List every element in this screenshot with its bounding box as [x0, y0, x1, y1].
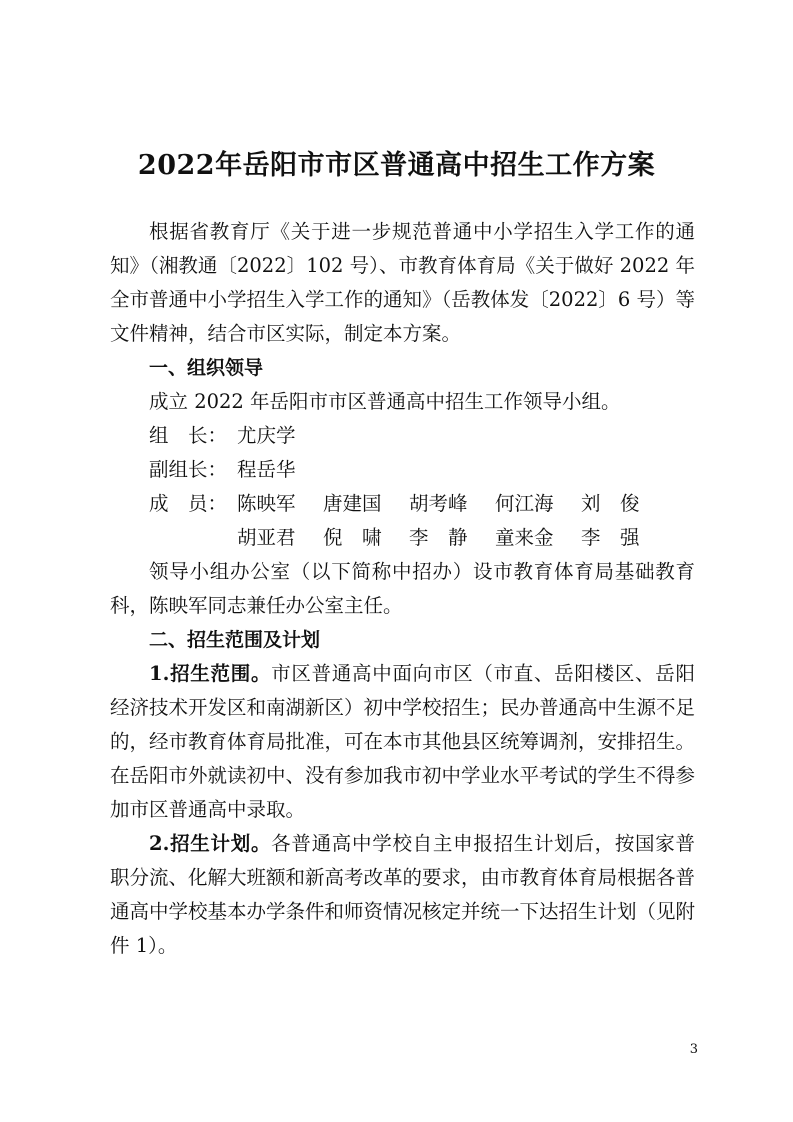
member-name: 何江海 [495, 492, 554, 515]
member-name: 陈映军 [237, 492, 296, 515]
item-1-title: 1.招生范围。 [149, 662, 272, 685]
leader-line [110, 419, 695, 453]
member-name: 李 强 [581, 526, 640, 549]
group-setup-text: 成立 2022 年岳阳市市区普通高中招生工作领导小组。 [149, 390, 621, 413]
member-name: 李 静 [409, 526, 468, 549]
document-title: 2022年岳阳市市区普通高中招生工作方案 [137, 150, 656, 181]
item-2-text: 各普通高中学校自主申报招生计划后，按国家普职分流、化解大班额和新高考改革的要求，由市教育体育局根据各普通高中学校基本办学条件和师资情况核定并统一下达招生计划（见附件 1）。 [110, 832, 696, 957]
member-name: 唐建国 [323, 492, 382, 515]
member-name: 刘 俊 [581, 492, 640, 515]
deputy-name: 程岳华 [237, 458, 296, 481]
item-2-paragraph [110, 827, 695, 963]
document-body [110, 215, 695, 963]
leader-label: 组 长： [149, 424, 228, 447]
member-name: 胡亚君 [237, 526, 296, 549]
member-name: 倪 啸 [323, 526, 382, 549]
members-line-1 [110, 487, 695, 521]
members-line-2 [110, 521, 695, 555]
section-1-heading: 一、组织领导 [149, 357, 264, 379]
member-name: 胡考峰 [409, 492, 468, 515]
deputy-label: 副组长： [149, 458, 228, 481]
office-paragraph: 领导小组办公室（以下简称中招办）设市教育体育局基础教育科，陈映军同志兼任办公室主任。 [110, 560, 695, 617]
section-2-heading: 二、招生范围及计划 [149, 629, 321, 651]
deputy-line [110, 453, 695, 487]
item-2-title: 2.招生计划。 [149, 832, 272, 855]
intro-paragraph: 根据省教育厅《关于进一步规范普通中小学招生入学工作的通知》（湘教通〔2022〕102 号）、市教育体育局《关于做好 2022 年全市普通中小学招生入学工作的通知》（岳教体发〔2022〕6 号）等文件精神，结合市区实际，制定本方案。 [110, 220, 695, 345]
member-name: 童来金 [495, 526, 554, 549]
members-label: 成 员： [149, 492, 228, 515]
item-1-text: 市区普通高中面向市区（市直、岳阳楼区、岳阳经济技术开发区和南湖新区）初中学校招生；民办普通高中生源不足的，经市教育体育局批准，可在本市其他县区统筹调剂，安排招生。在岳阳市外就读初中、没有参加我市初中学业水平考试的学生不得参加市区普通高中录取。 [110, 662, 696, 821]
item-1-paragraph [110, 657, 695, 827]
page-number: 3 [689, 1042, 698, 1057]
leader-name: 尤庆学 [237, 424, 296, 447]
